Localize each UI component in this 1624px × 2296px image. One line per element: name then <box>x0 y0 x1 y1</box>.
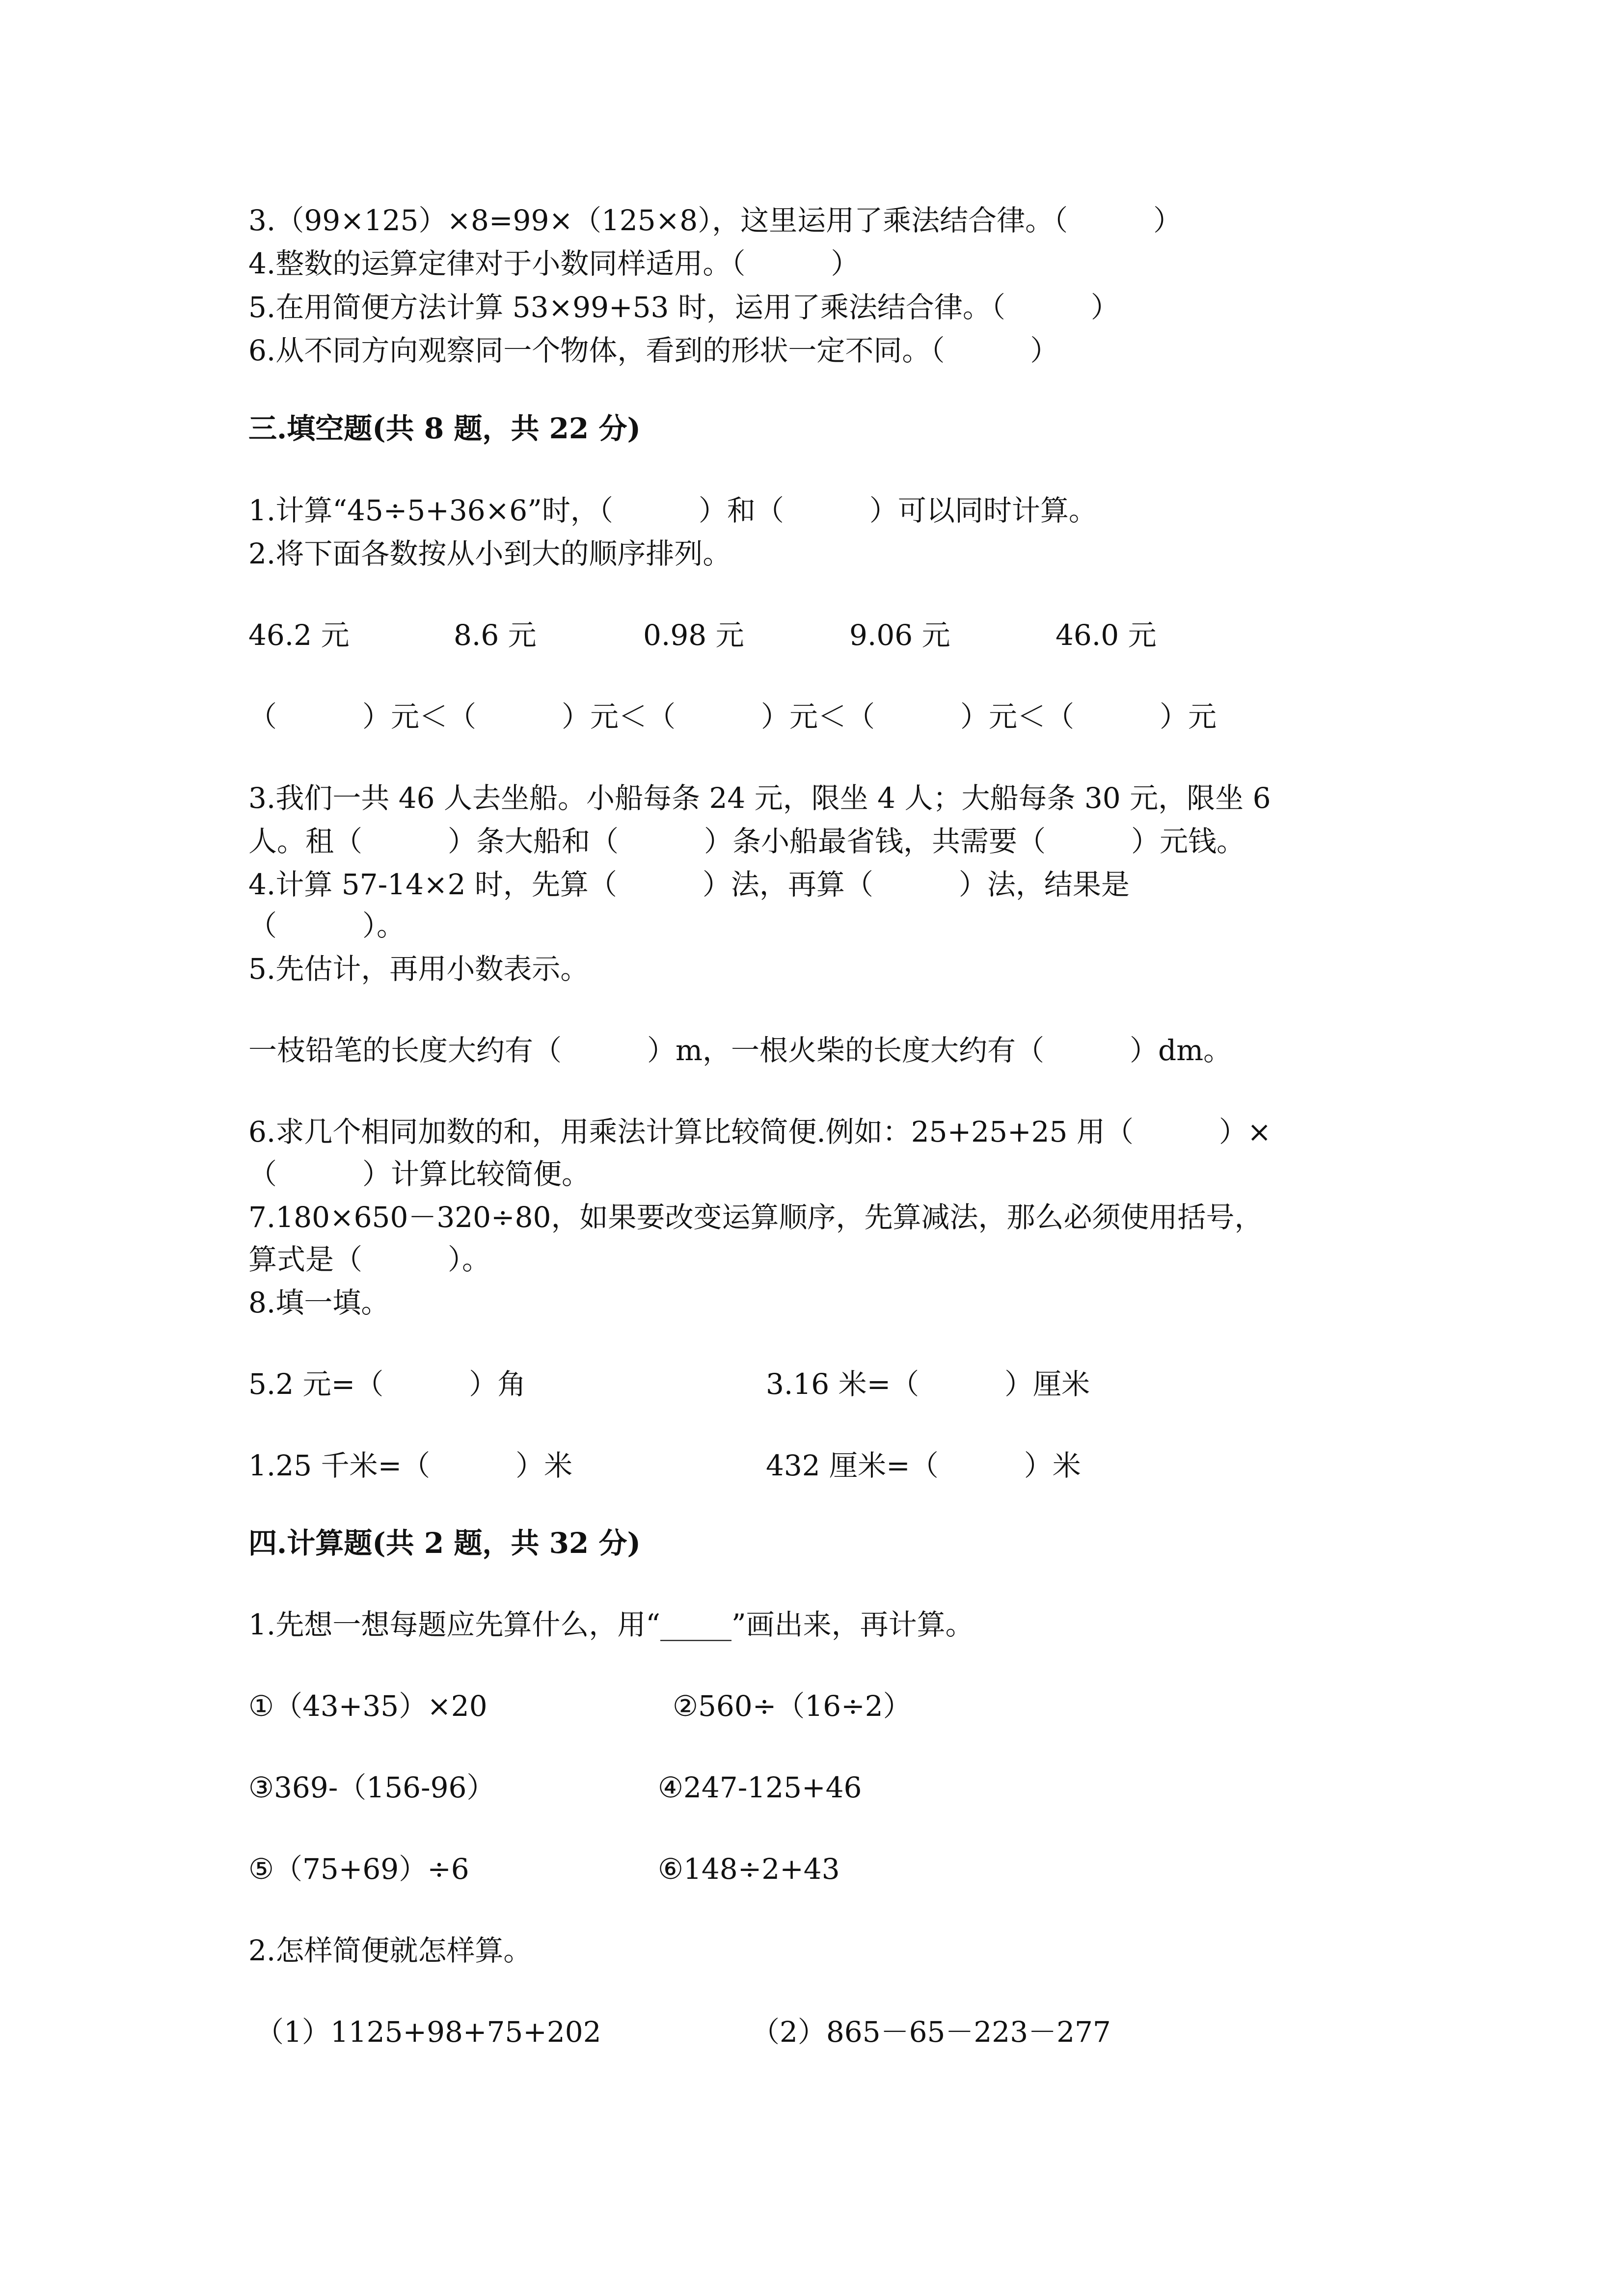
section3-q3-line2: 人。租（ ）条大船和（ ）条小船最省钱，共需要（ ）元钱。 <box>248 825 1245 858</box>
simplify-item-1: （1）1125+98+75+202 <box>255 2015 601 2049</box>
section3-q1: 1.计算“45÷5+36×6”时，（ ）和（ ）可以同时计算。 <box>248 494 1097 527</box>
q2-number-5: 46.0 元 <box>1056 618 1157 652</box>
section3-q6-line1: 6.求几个相同加数的和，用乘法计算比较简便.例如：25+25+25 用（ ）× <box>248 1115 1272 1148</box>
calc-item-1: ①（43+35）×20 <box>248 1689 487 1723</box>
section4-q1: 1.先想一想每题应先算什么，用“_____”画出来，再计算。 <box>248 1608 974 1641</box>
section2-q5: 5.在用简便方法计算 53×99+53 时，运用了乘法结合律。（ ） <box>248 291 1119 324</box>
simplify-item-2: （2）865－65－223－277 <box>751 2015 1111 2049</box>
q2-number-1: 46.2 元 <box>248 618 350 652</box>
section3-q5-sub: 一枝铅笔的长度大约有（ ）m，一根火柴的长度大约有（ ）dm。 <box>248 1034 1232 1067</box>
q2-number-2: 8.6 元 <box>454 618 537 652</box>
section2-q4: 4.整数的运算定律对于小数同样适用。（ ） <box>248 247 860 280</box>
q8-item-3: 1.25 千米=（ ）米 <box>248 1449 573 1482</box>
section3-q4-line1: 4.计算 57-14×2 时，先算（ ）法，再算（ ）法，结果是 <box>248 868 1130 901</box>
section3-heading: 三.填空题(共 8 题，共 22 分) <box>248 412 641 445</box>
section3-q6-line2: （ ）计算比较简便。 <box>248 1157 591 1191</box>
section3-q7-line1: 7.180×650－320÷80，如果要改变运算顺序，先算减法，那么必须使用括号， <box>248 1201 1263 1234</box>
q8-item-4: 432 厘米=（ ）米 <box>766 1449 1081 1482</box>
q8-item-2: 3.16 米=（ ）厘米 <box>766 1367 1090 1401</box>
calc-item-6: ⑥148÷2+43 <box>658 1852 840 1886</box>
q2-number-3: 0.98 元 <box>643 618 744 652</box>
section3-q3-line1: 3.我们一共 46 人去坐船。小船每条 24 元，限坐 4 人；大船每条 30 元，限坐 6 <box>248 781 1271 815</box>
calc-item-3: ③369-（156-96） <box>248 1771 495 1804</box>
section2-q3: 3.（99×125）×8=99×（125×8），这里运用了乘法结合律。（ ） <box>248 204 1182 237</box>
q2-number-4: 9.06 元 <box>849 618 950 652</box>
section3-q4-line2: （ ）。 <box>248 909 406 942</box>
section3-q7-line2: 算式是（ ）。 <box>248 1243 491 1276</box>
section3-q2-answer: （ ）元＜（ ）元＜（ ）元＜（ ）元＜（ ）元 <box>248 700 1217 733</box>
calc-item-2: ②560÷（16÷2） <box>673 1689 912 1723</box>
calc-item-4: ④247-125+46 <box>658 1771 862 1804</box>
section4-heading: 四.计算题(共 2 题，共 32 分) <box>248 1526 641 1560</box>
section3-q5: 5.先估计，再用小数表示。 <box>248 952 589 986</box>
q8-item-1: 5.2 元=（ ）角 <box>248 1367 526 1401</box>
calc-item-5: ⑤（75+69）÷6 <box>248 1852 469 1886</box>
section4-q2: 2.怎样简便就怎样算。 <box>248 1934 532 1967</box>
section2-q6: 6.从不同方向观察同一个物体，看到的形状一定不同。（ ） <box>248 334 1059 367</box>
section3-q8: 8.填一填。 <box>248 1286 390 1319</box>
section3-q2: 2.将下面各数按从小到大的顺序排列。 <box>248 537 731 570</box>
